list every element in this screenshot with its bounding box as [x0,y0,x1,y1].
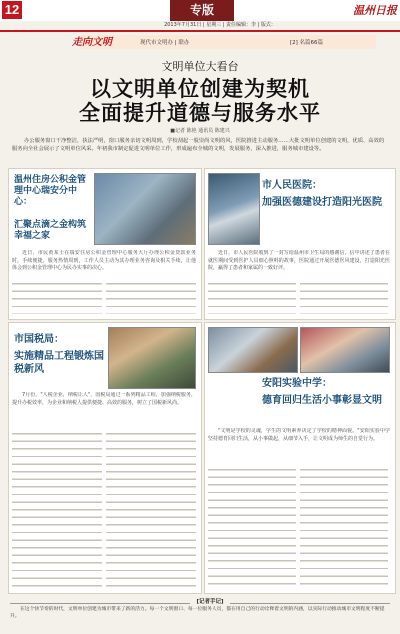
section-body: 近日，市民黄某士在瑞安住房公积金管理中心服务大厅办理公积金贷款业务时，手续便捷，服务热情周到，工作人员主动为其办理业务咨询及相关手续，让他体会到公积金管理中心为民办实事的决心。 [12,250,196,272]
byline: ■记者 陈艳 通讯员 陈建兴 [170,128,230,134]
school-photo-2 [300,327,390,373]
lead-paragraph: 办公服务窗口干净整洁，执法严明，窗口服务亲切文明周到，学校刮起一股崇尚文明的风，医院推进主动服务……大批文明单位创建的文明，优质、高效的服务向全社会展示了文明单位风采。年初我市制定促进文明单位工作，形成遍布全城的文明，发展服务，深入推进，服务城市建设等。 [12,138,385,152]
section-title: 温州住房公积金管理中心瑞安分中心： [14,175,87,207]
body-text-lines [106,430,196,588]
reporter-note-text: 在这个快节奏的时代，文明单位创建为城市带来了新的活力。每一个文明窗口、每一位服务人员，都在用自己的行动诠释着文明的内涵，以实际行动推动城市文明程度不断提升。 [10,607,385,619]
article-kicker: 文明单位大看台 [161,60,239,73]
headline-line-1: 以文明单位创建为契机 [90,77,310,101]
body-text-lines [208,280,296,314]
headline-line-2: 全面提升道德与服务水平 [79,101,321,125]
date-line: 2013年7月31日 | 星期三 | 责任编辑：李 | 版式： [164,22,276,28]
housing-fund-photo [94,173,196,245]
body-text-lines [12,280,102,314]
body-text-lines [12,430,102,588]
special-label: 专版 [170,0,234,21]
masthead-divider [0,30,400,32]
hospital-photo [208,173,260,245]
page-number: 12 [2,1,22,19]
section-title: 市国税局： [14,334,64,345]
section-title: 市人民医院： [262,180,322,191]
column-name: 走向文明 [72,37,112,48]
section-subtitle: 加强医德建设打造阳光医院 [262,197,382,208]
body-text-lines [208,466,296,588]
reporter-note-title: [记者手记] [190,597,230,606]
tax-bureau-photo [108,327,196,389]
section-subtitle: 实施精品工程锻炼国税新风 [14,351,104,375]
section-body: 近日，市人民医院收到了一封写给温州市卫生局的感谢信，信中讲述了患者在就医期间受到医护人员细心照料的故事，医院通过开展医德医风建设，打造阳光医院，赢得了患者和家属的一致好评。 [208,250,390,272]
section-subtitle: 汇聚点滴之金构筑幸福之家 [14,220,87,241]
column-editor: [2] 名篇66篇 [290,40,324,46]
body-text-lines [300,280,388,314]
column-info: 现代市文明办 | 联办 [140,40,190,46]
newspaper-logo: 温州日报 [353,5,397,17]
section-subtitle: 德育回归生活小事彰显文明 [262,395,382,406]
section-title: 安阳实验中学： [262,378,332,389]
section-body: 7月份，"人税企业，纳税让人"，国税局通过一系列精品工程，加强纳税服务，提升办税效率，为企业和纳税人提供便捷、高效的服务，树立了国税新风尚。 [12,392,196,406]
body-text-lines [300,466,388,588]
body-text-lines [106,280,196,314]
school-photo-1 [208,327,298,373]
section-body: "文明是学校的灵魂，学生的文明素养决定了学校的精神面貌。"安阳实验中学坚持德育回归生活，从小事做起，从细节入手，让文明成为师生的自觉行为。 [208,428,390,442]
